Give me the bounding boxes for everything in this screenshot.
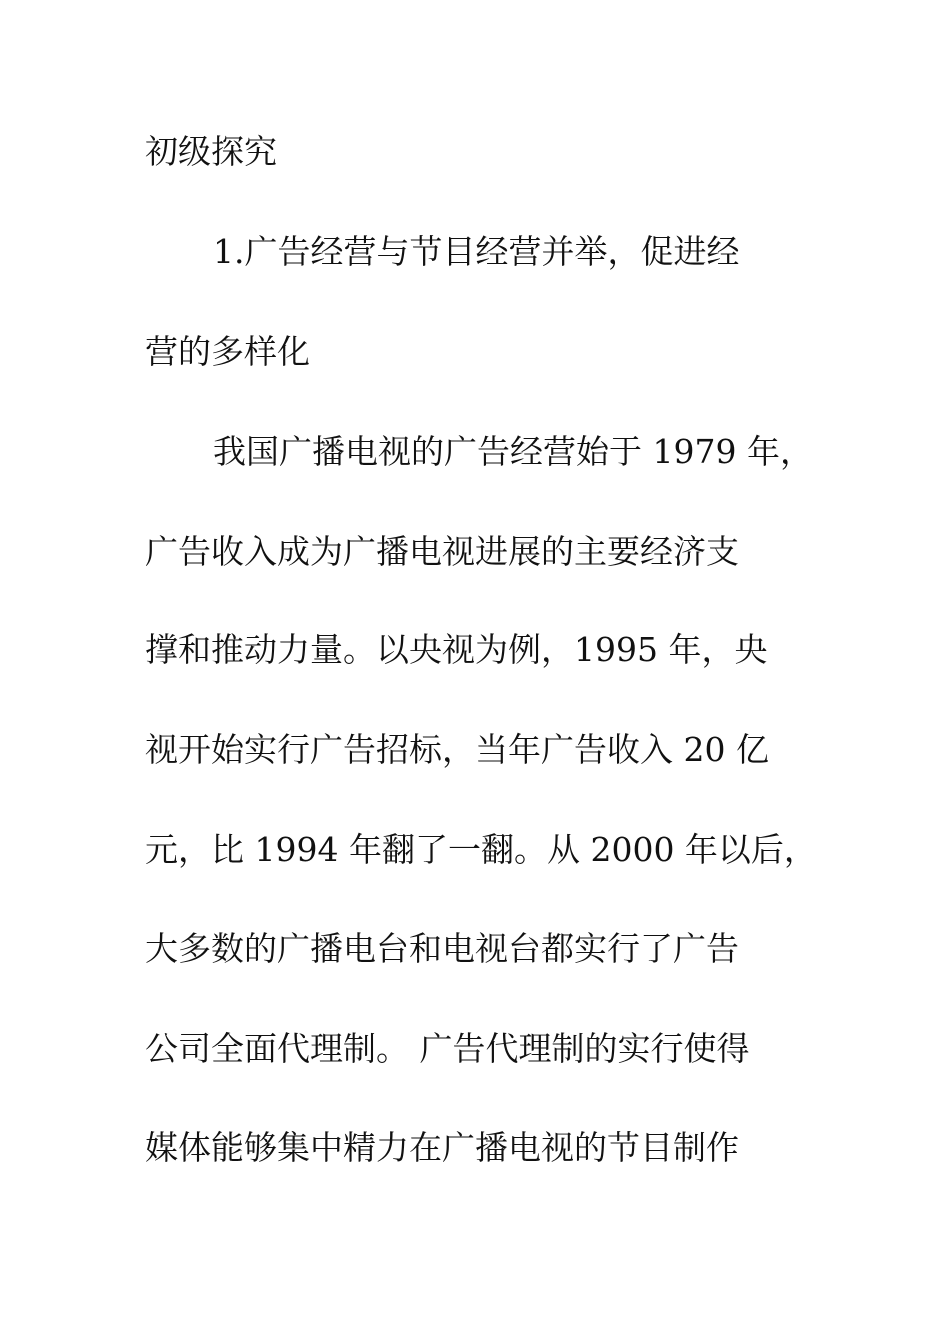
subheading-line-1: 1.广告经营与节目经营并举，促进经 (213, 232, 740, 271)
paragraph-line: 广告收入成为广播电视进展的主要经济支 (145, 532, 739, 571)
paragraph-line: 媒体能够集中精力在广播电视的节目制作 (145, 1128, 739, 1167)
section-heading: 初级探究 (145, 132, 277, 171)
paragraph-line: 公司全面代理制。 广告代理制的实行使得 (145, 1029, 750, 1068)
paragraph-line: 视开始实行广告招标，当年广告收入 20 亿 (145, 730, 769, 769)
paragraph-line: 元，比 1994 年翻了一翻。从 2000 年以后， (145, 830, 817, 869)
paragraph-line: 大多数的广播电台和电视台都实行了广告 (145, 929, 739, 968)
paragraph-line: 我国广播电视的广告经营始于 1979 年， (213, 432, 813, 471)
paragraph-line: 撑和推动力量。以央视为例，1995 年，央 (145, 630, 768, 669)
subheading-line-2: 营的多样化 (145, 332, 310, 371)
